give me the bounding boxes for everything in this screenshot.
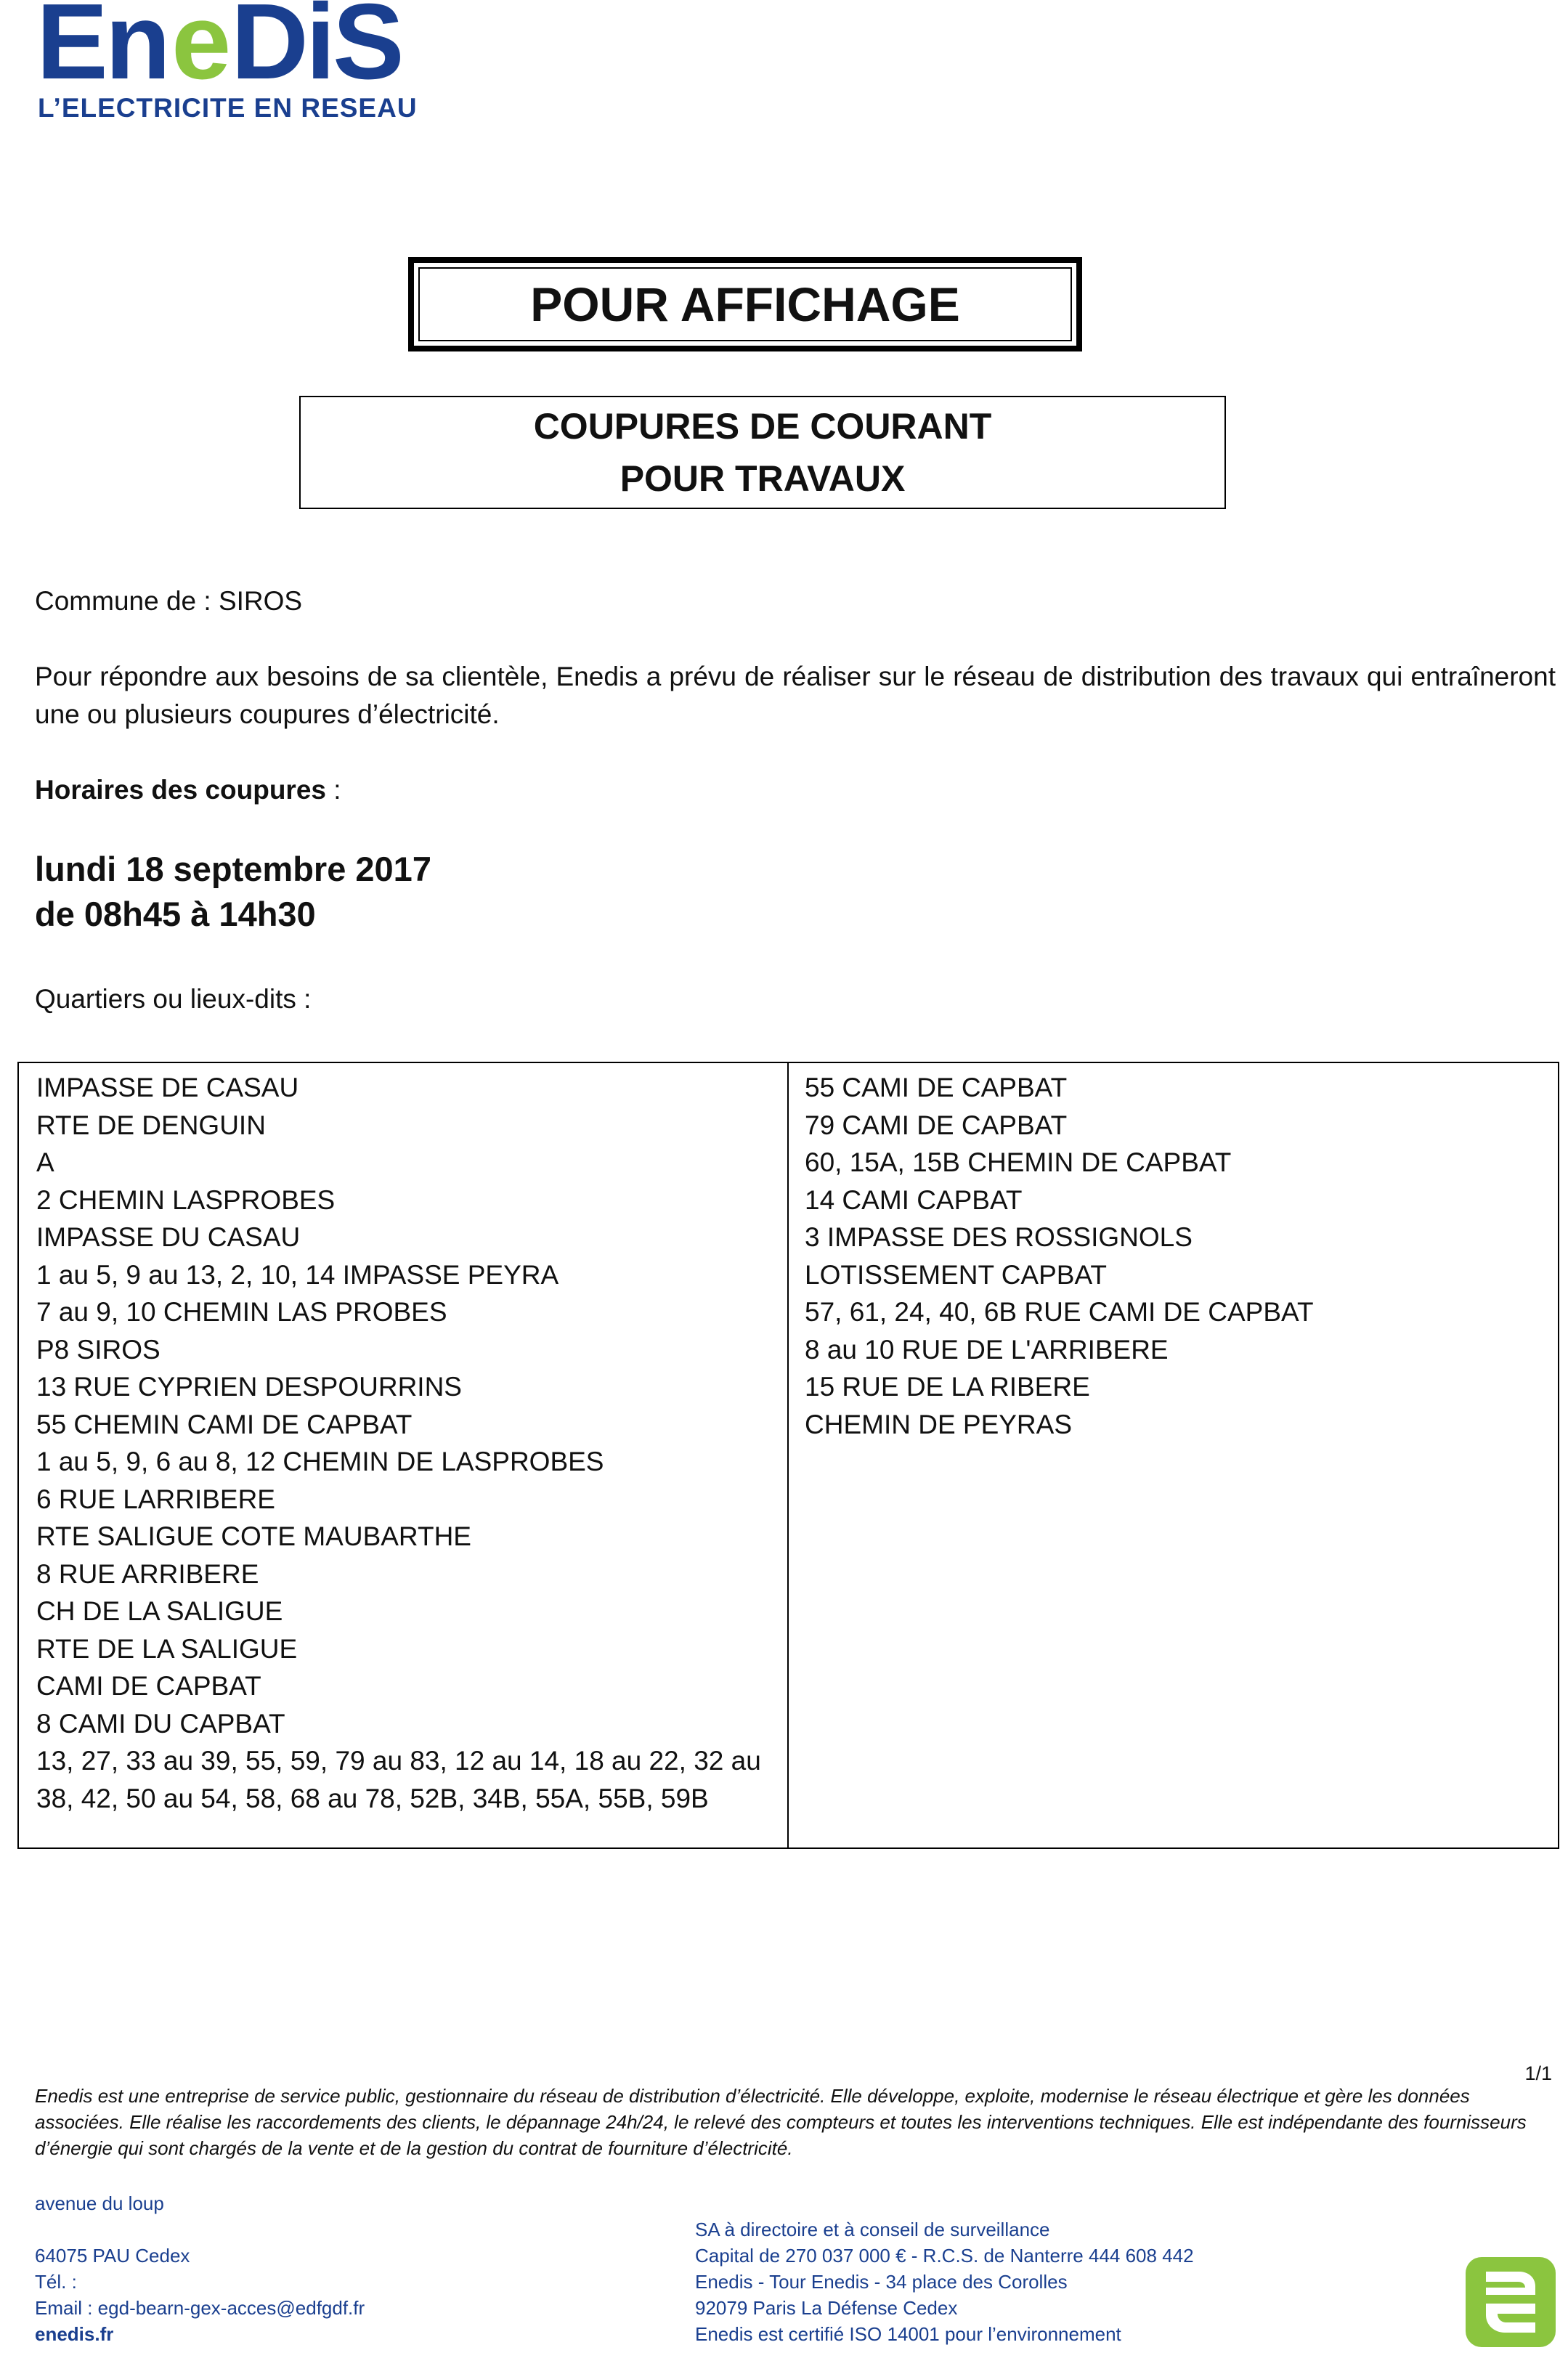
horaires-label: Horaires des coupures — [35, 775, 326, 805]
address-street: avenue du loup — [35, 2192, 164, 2214]
street-item: IMPASSE DU CASAU — [36, 1222, 301, 1252]
street-item: 13 RUE CYPRIEN DESPOURRINS — [36, 1372, 462, 1402]
enedis-badge-icon — [1466, 2257, 1556, 2347]
contact-email[interactable]: Email : egd-bearn-gex-acces@edfgdf.fr — [35, 2297, 365, 2319]
street-item: 6 RUE LARRIBERE — [36, 1484, 275, 1514]
intro-paragraph — [35, 658, 1556, 733]
street-item: CH DE LA SALIGUE — [36, 1596, 283, 1626]
street-item: 55 CAMI DE CAPBAT — [805, 1073, 1068, 1102]
svg-text:DiS: DiS — [231, 0, 402, 87]
address-tel: Tél. : — [35, 2271, 77, 2293]
svg-text:En: En — [36, 0, 168, 87]
outage-time: de 08h45 à 14h30 — [35, 895, 316, 933]
street-item: 14 CAMI CAPBAT — [805, 1184, 1023, 1215]
coupures-title-box — [299, 396, 1226, 509]
streets-table — [17, 1062, 1559, 1849]
street-item: 79 CAMI DE CAPBAT — [805, 1110, 1068, 1140]
svg-text:e: e — [171, 0, 229, 87]
street-item: CHEMIN DE PEYRAS — [805, 1409, 1073, 1439]
street-item: RTE DE LA SALIGUE — [36, 1633, 298, 1664]
street-item: LOTISSEMENT CAPBAT — [805, 1259, 1107, 1290]
street-item: 1 au 5, 9 au 13, 2, 10, 14 IMPASSE PEYRA — [36, 1259, 559, 1290]
street-item: 13, 27, 33 au 39, 55, 59, 79 au 83, 12 au 14, 18 au 22, 32 au — [36, 1746, 761, 1776]
legal-info — [695, 2216, 1194, 2347]
streets-column-left — [19, 1063, 789, 1847]
street-item: RTE DE DENGUIN — [36, 1110, 266, 1140]
streets-column-right — [789, 1063, 1558, 1847]
legal-line: Enedis est certifié ISO 14001 pour l’environnement — [695, 2323, 1121, 2345]
page-number: 1/1 — [1524, 2062, 1552, 2084]
horaires-heading — [35, 771, 341, 809]
street-item: 55 CHEMIN CAMI DE CAPBAT — [36, 1409, 413, 1439]
pour-affichage-box — [408, 257, 1082, 351]
horaires-colon: : — [325, 775, 341, 805]
legal-line: Enedis - Tour Enedis - 34 place des Corolles — [695, 2271, 1068, 2293]
outage-date: lundi 18 septembre 2017 — [35, 850, 431, 888]
street-item: CAMI DE CAPBAT — [36, 1671, 261, 1701]
footer-disclaimer: Enedis est une entreprise de service public, gestionnaire du réseau de distribution d’électricité. Elle développe, exploite, modernise le réseau électrique et gère les données associées. Elle réalise les raccordements des clients, le dépannage 24h/24, le relevé des compteurs et toutes les interventions techniques. Elle est indépendante des fournisseurs d’énergie qui sont chargés de la vente et de la gestion du contrat de fourniture d’électricité. — [35, 2085, 1527, 2159]
legal-line: Capital de 270 037 000 € - R.C.S. de Nanterre 444 608 442 — [695, 2245, 1194, 2267]
address-city: 64075 PAU Cedex — [35, 2245, 190, 2267]
street-item: 7 au 9, 10 CHEMIN LAS PROBES — [36, 1297, 447, 1327]
legal-line: 92079 Paris La Défense Cedex — [695, 2297, 958, 2319]
street-item: 8 CAMI DU CAPBAT — [36, 1708, 285, 1739]
coupures-title-line2: POUR TRAVAUX — [620, 458, 906, 499]
street-item: 15 RUE DE LA RIBERE — [805, 1372, 1090, 1402]
street-item: 8 RUE ARRIBERE — [36, 1558, 259, 1589]
pour-affichage-title: POUR AFFICHAGE — [418, 267, 1072, 341]
street-item: 38, 42, 50 au 54, 58, 68 au 78, 52B, 34B, 55A, 55B, 59B — [36, 1783, 709, 1813]
street-item: 57, 61, 24, 40, 6B RUE CAMI DE CAPBAT — [805, 1297, 1314, 1327]
street-item: 2 CHEMIN LASPROBES — [36, 1184, 336, 1215]
street-item: A — [36, 1147, 54, 1177]
street-item: 3 IMPASSE DES ROSSIGNOLS — [805, 1222, 1193, 1252]
street-item: P8 SIROS — [36, 1334, 161, 1365]
street-item: RTE SALIGUE COTE MAUBARTHE — [36, 1521, 471, 1551]
commune-line: Commune de : SIROS — [35, 586, 303, 616]
tagline: L’ELECTRICITE EN RESEAU — [38, 93, 418, 123]
street-item: 60, 15A, 15B CHEMIN DE CAPBAT — [805, 1147, 1232, 1177]
quartiers-label: Quartiers ou lieux-dits : — [35, 984, 312, 1014]
website-link[interactable]: enedis.fr — [35, 2323, 114, 2345]
enedis-logo — [36, 0, 443, 87]
legal-line: SA à directoire et à conseil de surveillance — [695, 2219, 1050, 2240]
street-item: 1 au 5, 9, 6 au 8, 12 CHEMIN DE LASPROBES — [36, 1447, 604, 1476]
street-item: IMPASSE DE CASAU — [36, 1073, 299, 1102]
coupures-title-line1: COUPURES DE COURANT — [533, 406, 992, 447]
intro-text: Pour répondre aux besoins de sa clientèle, Enedis a prévu de réaliser sur le réseau de distribution des travaux qui entraîneront une ou plusieurs coupures d’électricité. — [35, 662, 1556, 729]
street-item: 8 au 10 RUE DE L'ARRIBERE — [805, 1334, 1169, 1365]
